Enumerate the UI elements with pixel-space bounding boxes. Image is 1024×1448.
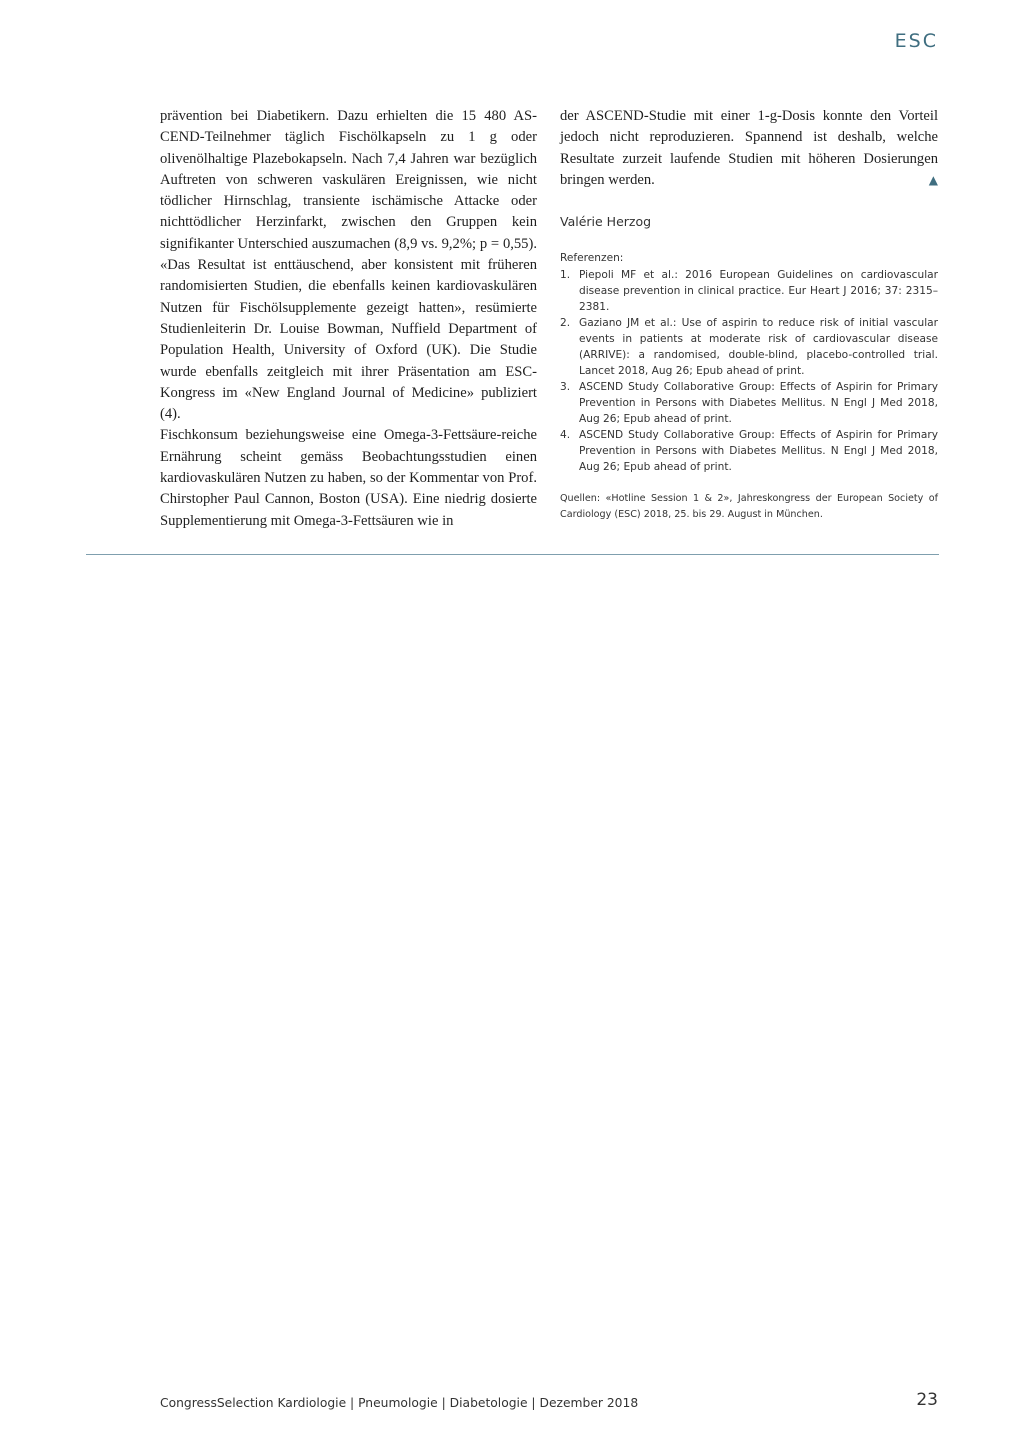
reference-number: 3. xyxy=(560,381,571,394)
reference-item xyxy=(560,379,938,427)
references-heading: Referenzen: xyxy=(560,252,624,265)
body-paragraph xyxy=(560,106,938,191)
reference-number: 2. xyxy=(560,317,571,330)
reference-text: Piepoli MF et al.: 2016 European Guidelines on cardiovascular disease prevention in clinical practice. Eur Heart J 2016; 37: 2315–2381. xyxy=(579,269,938,314)
reference-text: ASCEND Study Collaborative Group: Effects of Aspirin for Primary Prevention in Persons with Diabetes Mellitus. N Engl J Med 2018, Aug 26; Epub ahead of print. xyxy=(579,429,938,474)
reference-item xyxy=(560,315,938,379)
end-of-article-icon: ▲ xyxy=(928,172,938,187)
reference-item xyxy=(560,427,938,475)
reference-number: 1. xyxy=(560,269,571,282)
article-column-left xyxy=(160,106,537,532)
body-paragraph: prävention bei Diabetikern. Dazu erhielten die 15 480 AS-CEND-Teilnehmer täglich Fischölkapseln zu 1 g oder olivenölhaltige Plazebokapseln. Nach 7,4 Jahren war bezüglich Auftreten von schweren vaskulären Ereignissen, wie nicht tödlicher Hirnschlag, transiente ischämische Attacke oder nichttödlicher Herzinfarkt, zwischen den Gruppen kein signifikanter Unterschied auszumachen (8,9 vs. 9,2%; p = 0,55). «Das Resultat ist enttäuschend, aber konsistent mit früheren randomisierten Studien, die ebenfalls keinen kardiovaskulären Nutzen für Fischölsupplemente gezeigt hatten», resümierte Studienleiterin Dr. Louise Bowman, Nuffield Department of Population Health, University of Oxford (UK). Die Studie wurde ebenfalls zeitgleich mit ihrer Präsentation am ESC-Kongress im «New England Journal of Medicine» publiziert (4). xyxy=(160,108,537,423)
body-paragraph: Fischkonsum beziehungsweise eine Omega-3-Fettsäure-reiche Ernährung scheint gemäss Beobachtungsstudien einen kardiovaskulären Nutzen zu haben, so der Kommentar von Prof. Chirstopher Paul Cannon, Boston (USA). Eine niedrig dosierte Supplementierung mit Omega-3-Fettsäuren wie in xyxy=(160,427,537,529)
article-column-right xyxy=(560,106,938,523)
reference-text: ASCEND Study Collaborative Group: Effects of Aspirin for Primary Prevention in Persons with Diabetes Mellitus. N Engl J Med 2018, Aug 26; Epub ahead of print. xyxy=(579,381,938,426)
page-number: 23 xyxy=(916,1390,938,1410)
reference-item xyxy=(560,267,938,315)
sources-note: Quellen: «Hotline Session 1 & 2», Jahreskongress der European Society of Cardiology (ESC) 2018, 25. bis 29. August in München. xyxy=(560,493,938,521)
section-divider xyxy=(86,554,939,555)
author-name: Valérie Herzog xyxy=(560,214,652,230)
references xyxy=(560,250,938,475)
reference-text: Gaziano JM et al.: Use of aspirin to reduce risk of initial vascular events in patients at moderate risk of cardiovascular disease (ARRIVE): a randomised, double-blind, placebo-controlled trial. Lancet 2018, Aug 26; Epub ahead of print. xyxy=(579,317,938,378)
footer-publication: CongressSelection Kardiologie | Pneumologie | Diabetologie | Dezember 2018 xyxy=(160,1396,639,1410)
section-tag: ESC xyxy=(894,30,938,52)
body-paragraph-text: der ASCEND-Studie mit einer 1-g-Dosis konnte den Vorteil jedoch nicht reproduzieren. Spannend ist deshalb, welche Resultate zurzeit laufende Studien mit höheren Dosierungen bringen werden. xyxy=(560,108,938,188)
reference-number: 4. xyxy=(560,429,571,442)
